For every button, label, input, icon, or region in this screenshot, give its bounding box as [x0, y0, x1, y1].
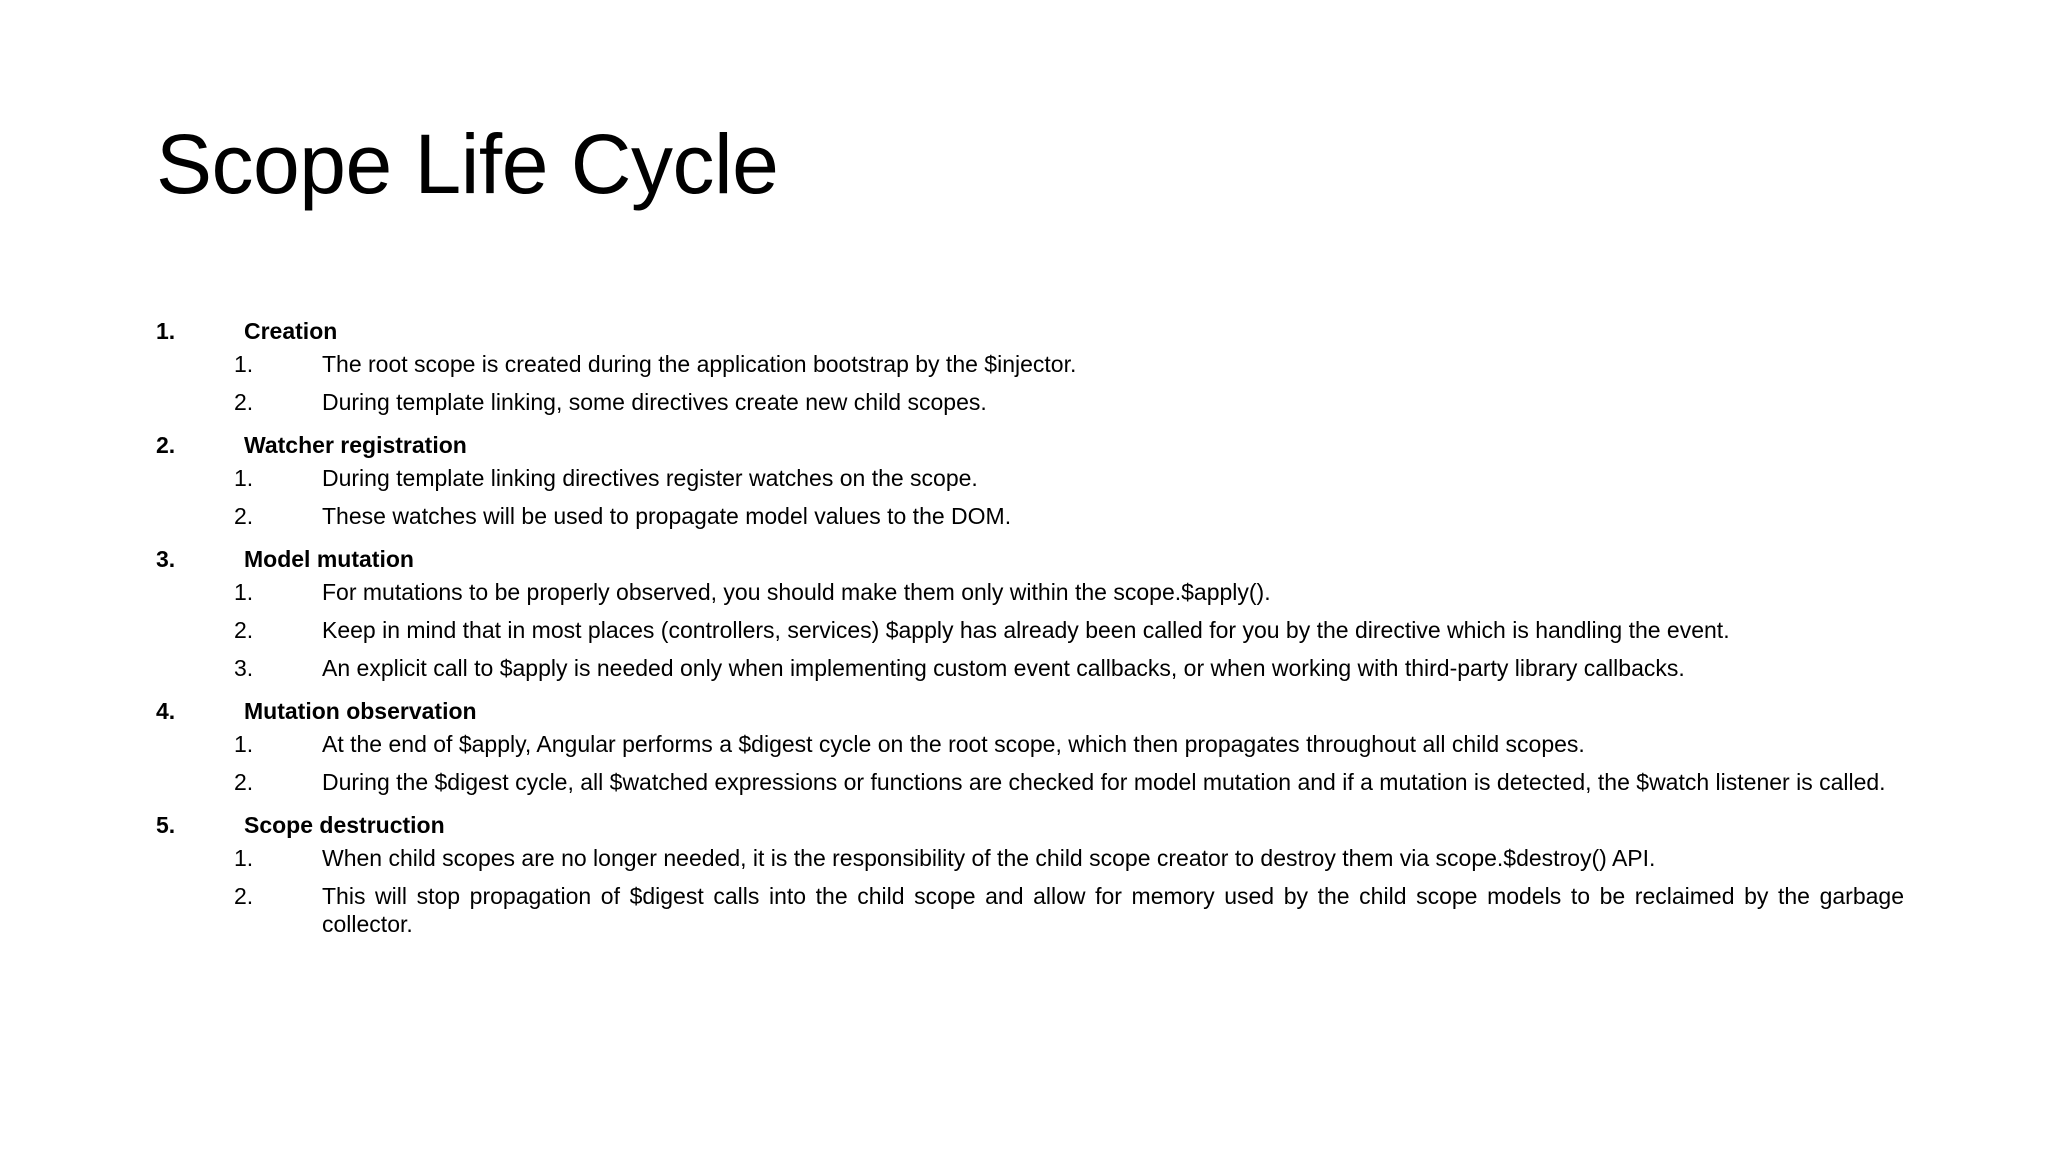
section-number: 3. [156, 546, 176, 572]
list-item [156, 388, 1904, 416]
item-number: 2. [234, 503, 254, 529]
item-number: 1. [234, 845, 254, 871]
section-watcher-registration [156, 426, 1904, 530]
list-item [156, 654, 1904, 682]
section-heading [156, 312, 1904, 350]
section-mutation-observation [156, 692, 1904, 796]
list-item [156, 578, 1904, 606]
section-title: Creation [244, 318, 338, 344]
section-heading [156, 692, 1904, 730]
section-title: Watcher registration [244, 432, 467, 458]
item-number: 1. [234, 351, 254, 377]
section-title: Model mutation [244, 546, 414, 572]
section-number: 2. [156, 432, 176, 458]
sub-list [156, 844, 1904, 938]
sub-list [156, 578, 1904, 682]
item-text: During template linking, some directives create new child scopes. [322, 389, 987, 415]
section-model-mutation [156, 540, 1904, 682]
item-text: When child scopes are no longer needed, it is the responsibility of the child scope creator to destroy them via scope.$destroy() API. [322, 845, 1656, 871]
section-heading [156, 540, 1904, 578]
list-item [156, 464, 1904, 492]
list-item [156, 730, 1904, 758]
sub-list [156, 730, 1904, 796]
list-item [156, 350, 1904, 378]
item-text: The root scope is created during the application bootstrap by the $injector. [322, 351, 1077, 377]
section-title: Mutation observation [244, 698, 477, 724]
item-text: At the end of $apply, Angular performs a $digest cycle on the root scope, which then propagates throughout all child scopes. [322, 731, 1585, 757]
section-heading [156, 806, 1904, 844]
item-number: 1. [234, 465, 254, 491]
section-creation [156, 312, 1904, 416]
item-number: 2. [234, 389, 254, 415]
list-item [156, 844, 1904, 872]
item-text: This will stop propagation of $digest calls into the child scope and allow for memory used by the child scope models to be reclaimed by the garbage collector. [322, 883, 1904, 937]
section-number: 4. [156, 698, 176, 724]
slide-title: Scope Life Cycle [156, 117, 779, 211]
sub-list [156, 350, 1904, 416]
item-text: During template linking directives register watches on the scope. [322, 465, 978, 491]
item-text: For mutations to be properly observed, you should make them only within the scope.$apply(). [322, 579, 1271, 605]
section-heading [156, 426, 1904, 464]
item-number: 2. [234, 883, 254, 909]
section-number: 5. [156, 812, 176, 838]
section-scope-destruction [156, 806, 1904, 938]
item-text: Keep in mind that in most places (controllers, services) $apply has already been called for you by the directive which is handling the event. [322, 617, 1730, 643]
list-item [156, 502, 1904, 530]
section-number: 1. [156, 318, 176, 344]
item-text: During the $digest cycle, all $watched expressions or functions are checked for model mutation and if a mutation is detected, the $watch listener is called. [322, 769, 1886, 795]
list-item [156, 768, 1904, 796]
section-title: Scope destruction [244, 812, 445, 838]
item-text: These watches will be used to propagate model values to the DOM. [322, 503, 1012, 529]
list-item [156, 616, 1904, 644]
item-number: 2. [234, 617, 254, 643]
item-number: 3. [234, 655, 254, 681]
item-number: 2. [234, 769, 254, 795]
item-number: 1. [234, 731, 254, 757]
sub-list [156, 464, 1904, 530]
list-item [156, 882, 1904, 938]
item-text: An explicit call to $apply is needed only when implementing custom event callbacks, or when working with third-party library callbacks. [322, 655, 1685, 681]
item-number: 1. [234, 579, 254, 605]
slide-content [156, 312, 1904, 948]
